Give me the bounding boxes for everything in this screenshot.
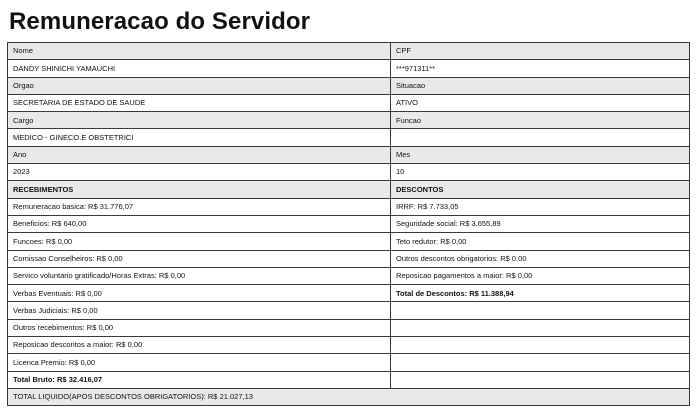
cargo-value: MEDICO - GINECO.E OBSTETRICI [8,129,391,146]
table-row [8,388,690,405]
table-row [8,77,690,94]
empty-cell [391,302,690,319]
situacao-value: ATIVO [391,94,690,111]
recebimento-item: Funcoes: R$ 0,00 [8,233,391,250]
recebimento-item: Verbas Judiciais: R$ 0,00 [8,302,391,319]
table-row [8,371,690,388]
total-bruto: Total Bruto: R$ 32.416,07 [8,371,391,388]
recebimento-item: Licenca Premio: R$ 0,00 [8,354,391,371]
recebimento-item: Comissao Conselheiros: R$ 0,00 [8,250,391,267]
table-row [8,233,690,250]
empty-cell [391,319,690,336]
desconto-item: Outros descontos obrigatorios: R$ 0,00 [391,250,690,267]
table-row [8,146,690,163]
ano-value: 2023 [8,164,391,181]
nome-label: Nome [8,43,391,60]
funcao-label: Funcao [391,112,690,129]
table-row [8,60,690,77]
empty-cell [391,354,690,371]
cpf-label: CPF [391,43,690,60]
recebimento-item: Verbas Eventuais: R$ 0,00 [8,285,391,302]
nome-value: DANDY SHINICHI YAMAUCHI [8,60,391,77]
orgao-value: SECRETARIA DE ESTADO DE SAUDE [8,94,391,111]
cpf-value: ***971311** [391,60,690,77]
table-row [8,354,690,371]
table-row [8,302,690,319]
total-descontos: Total de Descontos: R$ 11.388,94 [391,285,690,302]
recebimento-item: Remuneracao basica: R$ 31.776,07 [8,198,391,215]
total-liquido: TOTAL LIQUIDO(APOS DESCONTOS OBRIGATORIOS): R$ 21.027,13 [8,388,690,405]
table-row [8,94,690,111]
remuneration-table [7,42,690,406]
desconto-item: IRRF: R$ 7.733,05 [391,198,690,215]
recebimento-item: Beneficios: R$ 640,00 [8,215,391,232]
table-row [8,250,690,267]
recebimento-item: Outros recebimentos: R$ 0,00 [8,319,391,336]
empty-cell [391,337,690,354]
desconto-item: Seguridade social: R$ 3.655,89 [391,215,690,232]
table-row [8,285,690,302]
table-row [8,215,690,232]
recebimento-item: Servico voluntario gratificado/Horas Extras: R$ 0,00 [8,267,391,284]
table-row [8,129,690,146]
recebimento-item: Reposicao descontos a maior: R$ 0,00 [8,337,391,354]
table-row [8,319,690,336]
table-row [8,181,690,198]
ano-label: Ano [8,146,391,163]
table-row [8,267,690,284]
page-title: Remuneracao do Servidor [9,8,311,35]
table-row [8,43,690,60]
funcao-value [391,129,690,146]
descontos-header: DESCONTOS [391,181,690,198]
table-row [8,337,690,354]
recebimentos-header: RECEBIMENTOS [8,181,391,198]
mes-value: 10 [391,164,690,181]
situacao-label: Situacao [391,77,690,94]
desconto-item: Teto redutor: R$ 0,00 [391,233,690,250]
desconto-item: Reposicao pagamentos a maior: R$ 0,00 [391,267,690,284]
cargo-label: Cargo [8,112,391,129]
empty-cell [391,371,690,388]
table-row [8,112,690,129]
table-row [8,198,690,215]
orgao-label: Orgao [8,77,391,94]
mes-label: Mes [391,146,690,163]
table-row [8,164,690,181]
